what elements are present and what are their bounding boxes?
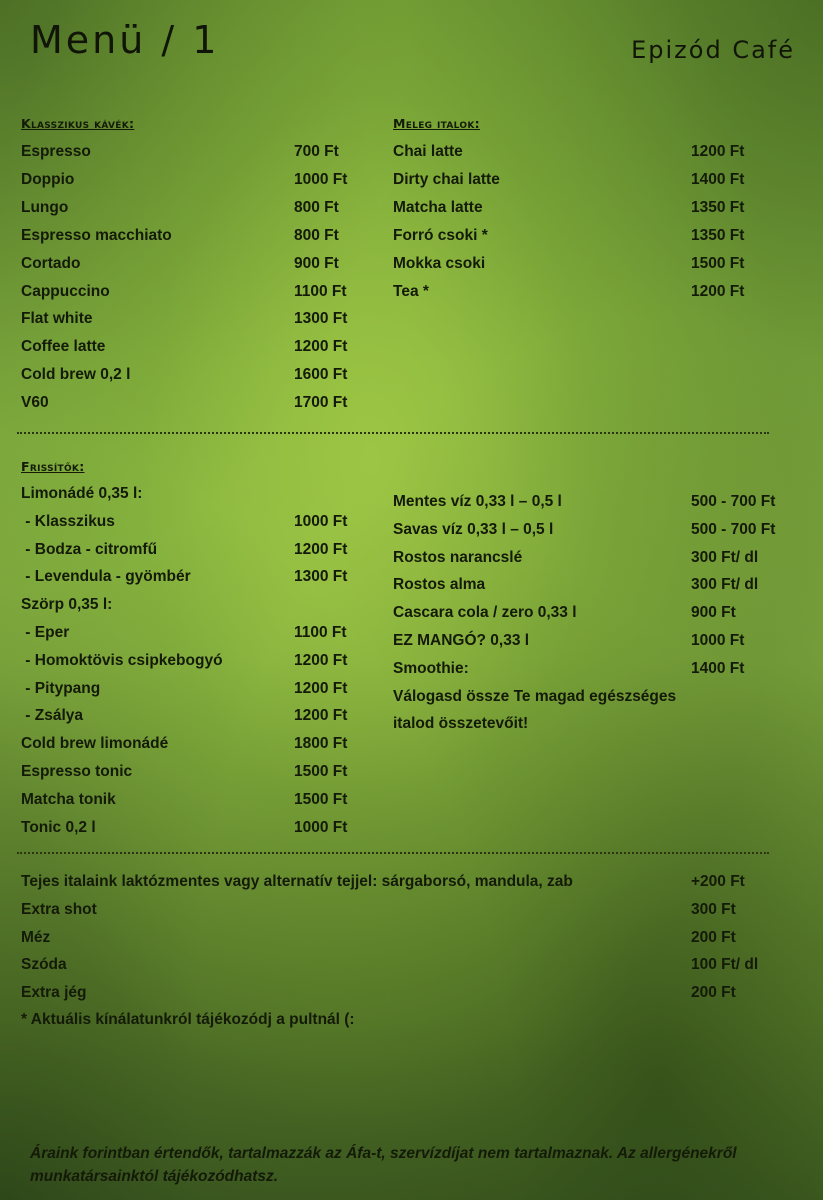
menu-item: [393, 603, 811, 631]
menu-item-price: 1800 Ft: [294, 735, 348, 753]
menu-item-price: 1300 Ft: [294, 568, 348, 586]
menu-item: [21, 790, 414, 818]
menu-item-price: 300 Ft/ dl: [691, 548, 759, 566]
menu-item-price: 1200 Ft: [294, 651, 348, 669]
menu-item: [21, 512, 414, 540]
menu-item: [21, 595, 414, 623]
menu-title: Menü / 1: [30, 18, 220, 62]
menu-item-name: Rostos alma: [393, 576, 486, 594]
menu-item-name: Extra jég: [21, 984, 87, 1002]
menu-item-name: Válogasd össze Te magad egészséges: [393, 687, 677, 705]
menu-item-price: 500 - 700 Ft: [691, 493, 776, 510]
menu-item: [21, 337, 414, 365]
menu-item-price: 1000 Ft: [294, 818, 348, 836]
menu-item: [21, 540, 414, 568]
menu-item-price: 300 Ft: [691, 900, 736, 918]
menu-item-name: Méz: [21, 928, 51, 946]
menu-item: [21, 226, 414, 254]
menu-item: [21, 818, 414, 846]
cafe-brand: Epizód Café: [631, 36, 795, 64]
menu-item-price: 1400 Ft: [691, 659, 745, 677]
menu-item-price: 900 Ft: [691, 604, 736, 622]
menu-item-name: Espresso: [21, 143, 91, 160]
menu-item-name: Flat white: [21, 310, 93, 328]
menu-item: [393, 142, 811, 170]
menu-item: [21, 393, 414, 421]
menu-item-name: Coffee latte: [21, 338, 106, 356]
menu-item-name: Cold brew limonádé: [21, 735, 169, 753]
menu-item: [21, 282, 414, 310]
menu-item: [21, 955, 811, 983]
menu-item-price: 1350 Ft: [691, 226, 745, 244]
menu-item-price: 1100 Ft: [294, 624, 347, 641]
menu-item: [21, 928, 811, 956]
menu-item-name: - Eper: [21, 624, 70, 641]
menu-item-price: 1400 Ft: [691, 170, 745, 188]
menu-item: [21, 651, 414, 679]
menu-item: [21, 900, 811, 928]
menu-item: [21, 762, 414, 790]
menu-item-name: Cascara cola / zero 0,33 l: [393, 604, 577, 622]
menu-item-price: 800 Ft: [294, 226, 339, 244]
menu-item: [393, 631, 811, 659]
menu-item-price: 700 Ft: [294, 143, 339, 160]
menu-item: [21, 983, 811, 1011]
menu-item-name: Mentes víz 0,33 l – 0,5 l: [393, 493, 562, 510]
menu-item-price: 1200 Ft: [294, 707, 348, 725]
menu-item-price: 1500 Ft: [691, 254, 745, 272]
menu-item-name: Chai latte: [393, 143, 463, 160]
menu-item-name: Tonic 0,2 l: [21, 818, 96, 836]
menu-item-name: Forró csoki *: [393, 226, 488, 244]
menu-item-name: Savas víz 0,33 l – 0,5 l: [393, 520, 554, 538]
menu-item-name: Extra shot: [21, 900, 97, 918]
menu-item: [393, 282, 811, 310]
menu-item: [21, 734, 414, 762]
menu-item-price: 1600 Ft: [294, 366, 348, 384]
menu-item-name: italod összetevőit!: [393, 715, 529, 733]
menu-item-name: Espresso macchiato: [21, 226, 172, 244]
menu-item: [393, 575, 811, 603]
menu-item: [21, 198, 414, 226]
menu-item-name: - Levendula - gyömbér: [21, 568, 191, 586]
footer-disclaimer: [30, 1142, 790, 1188]
menu-item: [393, 687, 811, 715]
menu-item-name: Cortado: [21, 254, 81, 272]
menu-item-name: Szóda: [21, 956, 67, 974]
menu-item-name: Szörp 0,35 l:: [21, 596, 113, 614]
menu-item-name: - Zsálya: [21, 707, 84, 725]
footer-line-1: Áraink forintban értendők, tartalmazzák az Áfa-t, szervízdíjat nem tartalmaznak. Az allergénekről: [30, 1145, 737, 1162]
menu-item-name: Rostos narancslé: [393, 548, 523, 566]
menu-item-price: 1300 Ft: [294, 310, 348, 328]
menu-item-name: V60: [21, 394, 49, 412]
menu-item: [21, 679, 414, 707]
menu-item-price: 1200 Ft: [691, 282, 745, 300]
menu-item-price: 900 Ft: [294, 254, 339, 272]
menu-item-price: 1500 Ft: [294, 763, 348, 780]
menu-item-name: - Klasszikus: [21, 512, 115, 530]
menu-item-name: EZ MANGÓ? 0,33 l: [393, 632, 530, 649]
menu-item-name: Matcha tonik: [21, 790, 116, 808]
divider-bottom: [17, 852, 769, 854]
menu-item-price: 500 - 700 Ft: [691, 520, 776, 538]
menu-item-price: 1200 Ft: [294, 540, 348, 558]
menu-item: [21, 254, 414, 282]
menu-item-price: 1000 Ft: [691, 632, 745, 649]
menu-item-name: Matcha latte: [393, 198, 483, 216]
menu-item-name: Limonádé 0,35 l:: [21, 485, 143, 502]
menu-item: [393, 170, 811, 198]
menu-item: [393, 520, 811, 548]
menu-item-name: Cappuccino: [21, 282, 110, 300]
menu-item-price: +200 Ft: [691, 873, 745, 890]
menu-item: [21, 170, 414, 198]
menu-item: [393, 492, 811, 520]
menu-item-price: 1200 Ft: [294, 679, 348, 697]
menu-item: [21, 309, 414, 337]
menu-item: [393, 714, 811, 742]
menu-item-price: 1200 Ft: [294, 338, 348, 356]
menu-item-price: 200 Ft: [691, 928, 736, 946]
footer-line-2: munkatársainktól tájékozódhatsz.: [30, 1168, 279, 1185]
menu-item-price: 1200 Ft: [691, 143, 745, 160]
menu-item-name: Dirty chai latte: [393, 170, 500, 188]
menu-item: [21, 484, 414, 512]
menu-item-name: Tea *: [393, 282, 429, 300]
menu-item: [393, 548, 811, 576]
menu-item-name: - Homoktövis csipkebogyó: [21, 651, 223, 669]
menu-item-name: Cold brew 0,2 l: [21, 366, 131, 384]
menu-item-name: Espresso tonic: [21, 763, 133, 780]
menu-item: [393, 254, 811, 282]
menu-item-price: 200 Ft: [691, 984, 736, 1002]
menu-item: [393, 198, 811, 226]
availability-note: * Aktuális kínálatunkról tájékozódj a pultnál (:: [21, 1011, 355, 1028]
menu-item: [21, 567, 414, 595]
menu-item-name: Smoothie:: [393, 659, 469, 677]
menu-item-name: Lungo: [21, 198, 69, 216]
section-heading-classic: Klasszikus kávék:: [21, 116, 135, 131]
menu-item-price: 1700 Ft: [294, 394, 348, 412]
menu-item-price: 1350 Ft: [691, 198, 745, 216]
menu-item-price: 300 Ft/ dl: [691, 576, 759, 594]
menu-item: [393, 659, 811, 687]
section-heading-refreshers: Frissítők:: [21, 459, 85, 474]
menu-item-name: - Pitypang: [21, 679, 101, 697]
menu-item-price: 800 Ft: [294, 198, 339, 216]
menu-item-name: Mokka csoki: [393, 254, 486, 272]
menu-item-name: Tejes italaink laktózmentes vagy alternatív tejjel: sárgaborsó, mandula, zab: [21, 873, 573, 890]
section-heading-warm: Meleg italok:: [393, 116, 480, 131]
menu-item: [21, 365, 414, 393]
menu-item-name: - Bodza - citromfű: [21, 540, 158, 558]
menu-item: [21, 623, 414, 651]
menu-item: [393, 226, 811, 254]
menu-item-price: 1000 Ft: [294, 170, 348, 188]
menu-item: [21, 706, 414, 734]
menu-item-price: 1000 Ft: [294, 512, 348, 530]
menu-item: [21, 872, 811, 900]
menu-item: [21, 142, 414, 170]
menu-item-price: 100 Ft/ dl: [691, 956, 759, 974]
menu-item-price: 1100 Ft: [294, 282, 347, 300]
divider-top: [17, 432, 769, 434]
menu-item-price: 1500 Ft: [294, 790, 348, 808]
menu-item-name: Doppio: [21, 170, 75, 188]
